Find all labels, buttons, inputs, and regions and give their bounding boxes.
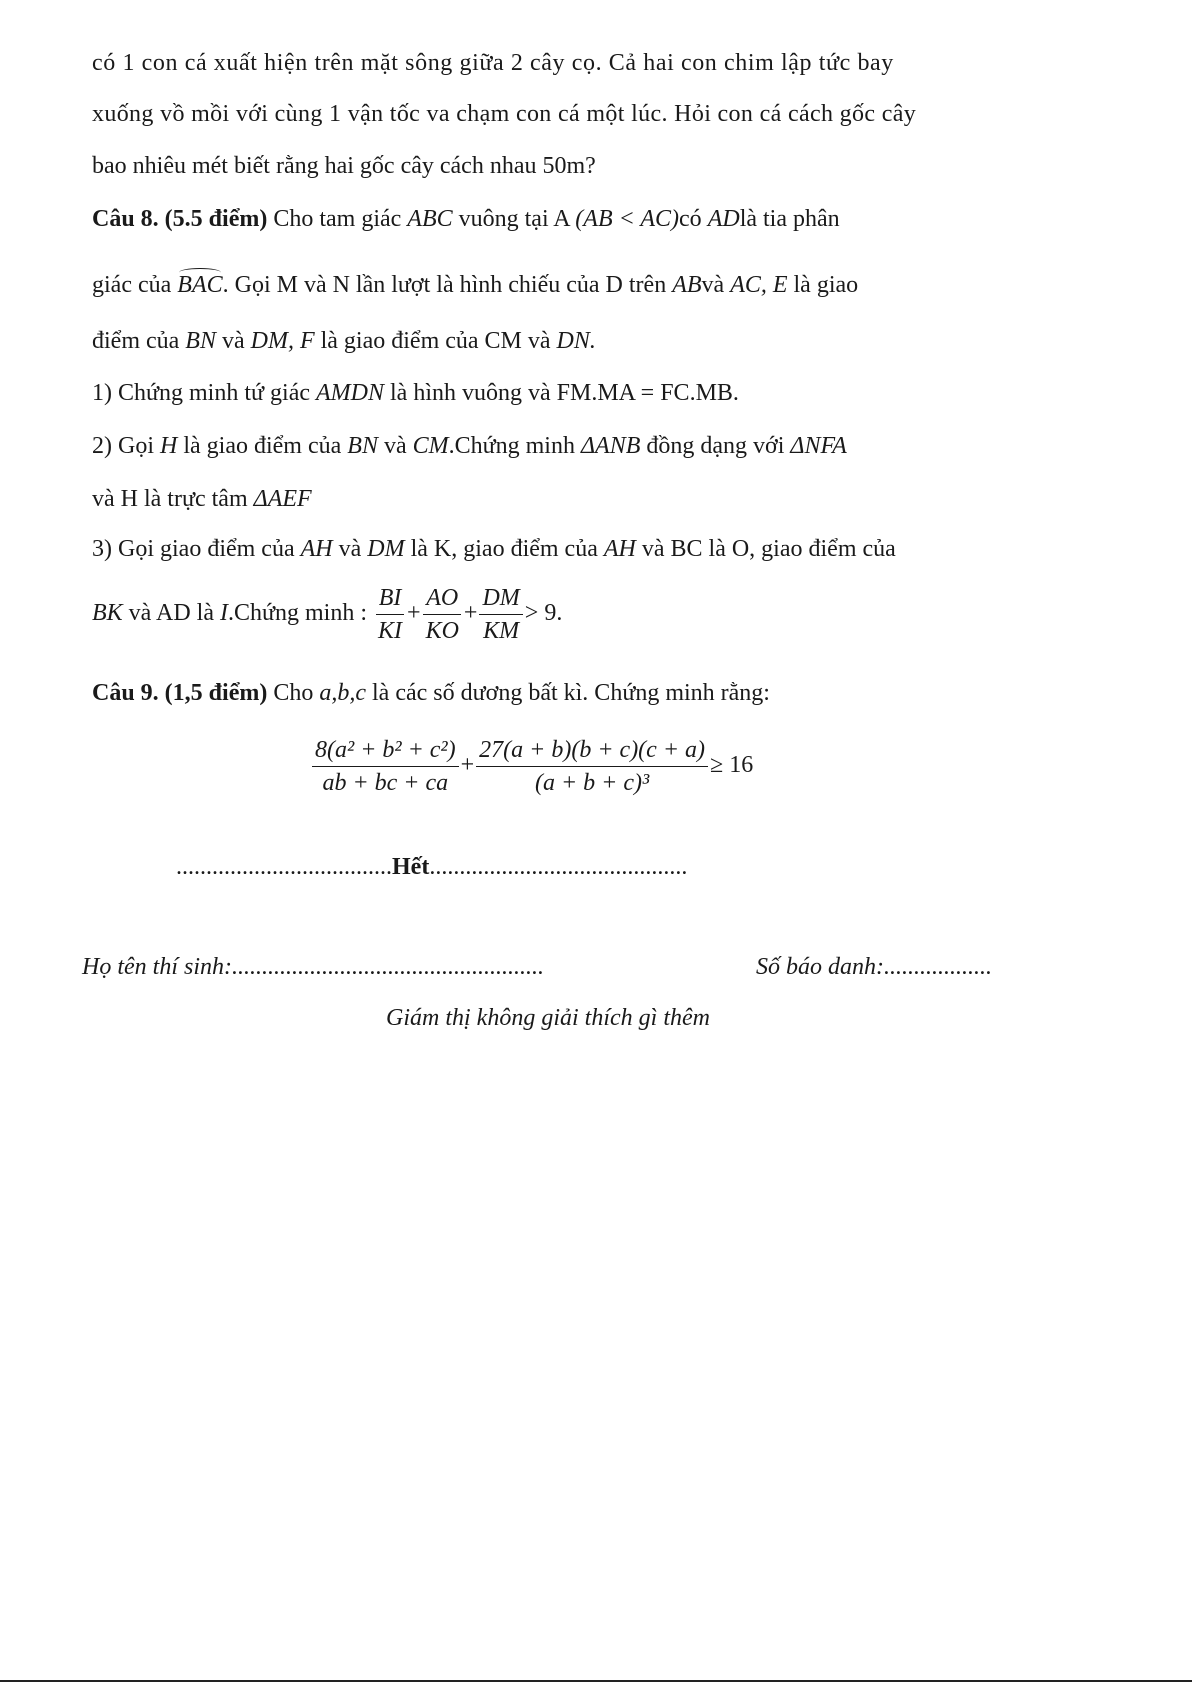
q8-label: Câu 8. (5.5 điểm) (92, 206, 268, 232)
candidate-number: Số báo danh:.................. (756, 954, 992, 980)
fraction-bi-ki: $\frac{BI}{KI}$ (375, 584, 405, 645)
q8-line-2: giác của BAC. Gọi M và N lần lượt là hình chiếu của D trên ABvà AC, E là giao (92, 272, 859, 298)
intro-line-1: có 1 con cá xuất hiện trên mặt sông giữa 2 cây cọ. Cả hai con chim lập tức bay (92, 50, 894, 76)
angle-bac: BAC (177, 272, 223, 298)
end-marker: ....................................Hết........................................... (176, 854, 688, 880)
fraction-dm-km: $\frac{DM}{KM}$ (479, 584, 522, 645)
intro-line-2: xuống vồ mồi với cùng 1 vận tốc va chạm con cá một lúc. Hỏi con cá cách gốc cây (92, 101, 917, 127)
fraction-ao-ko: $\frac{AO}{KO}$ (423, 584, 462, 645)
footer-note: Giám thị không giải thích gì thêm (386, 1005, 710, 1031)
bottom-border (0, 1680, 1192, 1682)
q8-part-3b: BK và AD là I.Chứng minh : $\frac{BI}{KI}$ + $\frac{AO}{KO}$ + $\frac{DM}{KM}$ > 9. (92, 584, 563, 644)
q8-part-2: 2) Gọi H là giao điểm của BN và CM.Chứng minh ΔANB đồng dạng với ΔNFA (92, 433, 847, 459)
q8-line-3: điểm của BN và DM, F là giao điểm của CM và DN. (92, 328, 596, 354)
fraction-squares: $\frac{\text{8(a² + b² + c²)}}{ab + bc + ca}$ (312, 736, 459, 797)
q9-label: Câu 9. (1,5 điểm) (92, 680, 268, 706)
q9-line-1: Câu 9. (1,5 điểm) Cho a,b,c là các số dương bất kì. Chứng minh rằng: (92, 680, 770, 706)
q8-line-1: Câu 8. (5.5 điểm) Cho tam giác ABC vuông tại A (AB < AC)có ADlà tia phân (92, 206, 840, 232)
fraction-products: $\frac{27(a + b)(b + c)(c + a)}{\text{(a + b + c)³}}$ (476, 736, 708, 797)
q8-part-3: 3) Gọi giao điểm của AH và DM là K, giao điểm của AH và BC là O, giao điểm của (92, 536, 896, 562)
candidate-name: Họ tên thí sinh:.................................................... (82, 954, 544, 980)
intro-line-3: bao nhiêu mét biết rằng hai gốc cây cách nhau 50m? (92, 153, 596, 179)
q8-part-2b: và H là trực tâm ΔAEF (92, 486, 312, 512)
q9-inequality: $\frac{\text{8(a² + b² + c²)}}{ab + bc + ca}$ + $\frac{27(a + b)(b + c)(c + a)}{\text{(a + b + c)³}}$ ≥ 16 (310, 730, 753, 800)
q8-part-1: 1) Chứng minh tứ giác AMDN là hình vuông và FM.MA = FC.MB. (92, 380, 739, 406)
end-label: Hết (392, 854, 430, 880)
